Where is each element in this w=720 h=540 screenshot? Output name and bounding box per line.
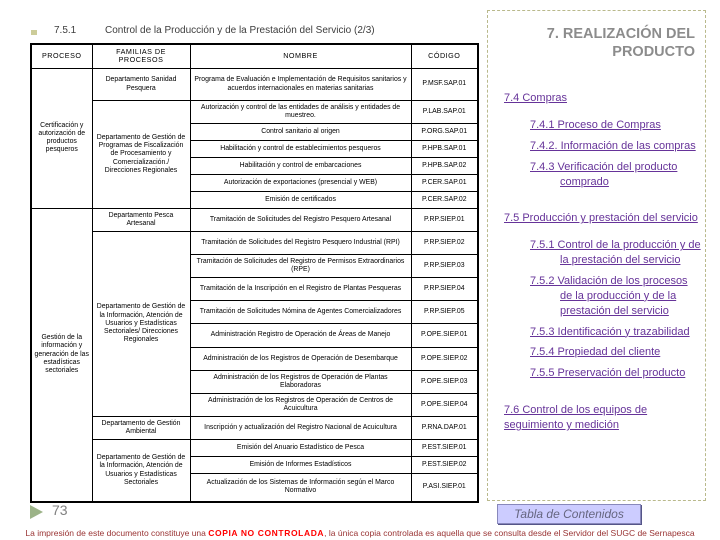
cell-codigo: P.RNA.DAP.01 (411, 417, 478, 440)
heading-bullet-icon (31, 30, 37, 35)
cell-codigo: P.RP.SIEP.02 (411, 231, 478, 254)
cell-codigo: P.ASI.SIEP.01 (411, 473, 478, 502)
cell-proceso-group: Certificación y autorización de productos pesqueros (31, 68, 92, 208)
toc-link-7-5-3[interactable]: 7.5.3 Identificación y trazabilidad (530, 325, 690, 338)
cell-familia-group: Departamento Sanidad Pesquera (92, 68, 190, 101)
toc-link-7-5[interactable]: 7.5 Producción y prestación del servicio (504, 212, 698, 225)
column-header-proceso: PROCESO (31, 44, 92, 68)
cell-nombre: Administración de los Registros de Operación de Plantas Elaboradoras (190, 370, 411, 393)
toc-link-7-4[interactable]: 7.4 Compras (504, 92, 567, 105)
table-header-row (31, 44, 478, 68)
cell-nombre: Programa de Evaluación e Implementación de Requisitos sanitarios y acuerdos internacionales en materias sanitarias (190, 68, 411, 101)
processes-table (30, 43, 479, 503)
section-title: 7. REALIZACIÓN DEL PRODUCTO (546, 26, 695, 61)
heading-number: 7.5.1 (54, 25, 77, 36)
cell-nombre: Tramitación de Solicitudes del Registro Pesquero Industrial (RPI) (190, 231, 411, 254)
cell-nombre: Control sanitario al origen (190, 124, 411, 141)
cell-familia-group: Departamento de Gestión Ambiental (92, 417, 190, 440)
column-header-familias: FAMILIAS DE PROCESOS (92, 44, 190, 68)
footer-text-suffix: , la única copia controlada es aquella que se consulta desde el Servidor del SUGC de Sernapesca (324, 528, 695, 538)
cell-codigo: P.CER.SAP.01 (411, 175, 478, 192)
cell-nombre: Actualización de los Sistemas de Información según el Marco Normativo (190, 473, 411, 502)
page-arrow-icon (30, 505, 43, 519)
cell-nombre: Emisión de certificados (190, 191, 411, 208)
cell-codigo: P.OPE.SIEP.03 (411, 370, 478, 393)
column-header-codigo: CÓDIGO (411, 44, 478, 68)
cell-codigo: P.CER.SAP.02 (411, 191, 478, 208)
toc-link-7-5-5[interactable]: 7.5.5 Preservación del producto (530, 367, 686, 380)
table-row (31, 101, 478, 124)
cell-familia-group: Departamento de Gestión de la Información, Atención de Usuarios y Estadísticas Sectoriales (92, 440, 190, 502)
footer-disclaimer (0, 528, 720, 538)
cell-familia-group: Departamento de Gestión de Programas de Fiscalización de Procesamiento y Comercialización./ Direcciones Regionales (92, 101, 190, 208)
toc-link-7-4-2[interactable]: 7.4.2. Información de las compras (530, 139, 696, 152)
table-row (31, 417, 478, 440)
cell-codigo: P.RP.SIEP.05 (411, 301, 478, 324)
cell-nombre: Inscripción y actualización del Registro Nacional de Acuicultura (190, 417, 411, 440)
cell-codigo: P.OPE.SIEP.02 (411, 347, 478, 370)
cell-familia-group: Departamento Pesca Artesanal (92, 208, 190, 231)
cell-codigo: P.EST.SIEP.01 (411, 440, 478, 457)
cell-nombre: Emisión de Informes Estadísticos (190, 457, 411, 474)
toc-link-7-5-4[interactable]: 7.5.4 Propiedad del cliente (530, 346, 661, 359)
cell-codigo: P.MSF.SAP.01 (411, 68, 478, 101)
cell-nombre: Administración de los Registros de Operación de Desembarque (190, 347, 411, 370)
cell-codigo: P.HPB.SAP.02 (411, 158, 478, 175)
table-row (31, 231, 478, 254)
cell-nombre: Tramitación de Solicitudes del Registro de Permisos Extraordinarios (RPE) (190, 255, 411, 278)
cell-nombre: Habilitación y control de embarcaciones (190, 158, 411, 175)
table-row (31, 440, 478, 457)
table-row (31, 208, 478, 231)
cell-codigo: P.EST.SIEP.02 (411, 457, 478, 474)
table-row (31, 68, 478, 101)
toc-button[interactable]: Tabla de Contenidos (497, 504, 641, 524)
toc-link-7-4-1[interactable]: 7.4.1 Proceso de Compras (530, 119, 661, 132)
cell-proceso-group: Gestión de la información y generación de las estadísticas sectoriales (31, 208, 92, 502)
cell-codigo: P.RP.SIEP.01 (411, 208, 478, 231)
cell-codigo: P.LAB.SAP.01 (411, 101, 478, 124)
footer-highlight: COPIA NO CONTROLADA (208, 528, 325, 538)
cell-nombre: Habilitación y control de establecimientos pesqueros (190, 141, 411, 158)
cell-nombre: Administración Registro de Operación de Áreas de Manejo (190, 324, 411, 347)
toc-link-7-4-3[interactable]: 7.4.3 Verificación del producto comprado (530, 160, 678, 188)
cell-codigo: P.ORG.SAP.01 (411, 124, 478, 141)
cell-nombre: Administración de los Registros de Operación de Centros de Acuicultura (190, 393, 411, 416)
cell-codigo: P.OPE.SIEP.01 (411, 324, 478, 347)
cell-nombre: Tramitación de la Inscripción en el Registro de Plantas Pesqueras (190, 278, 411, 301)
cell-codigo: P.RP.SIEP.04 (411, 278, 478, 301)
column-header-nombre: NOMBRE (190, 44, 411, 68)
toc-link-7-5-2[interactable]: 7.5.2 Validación de los procesos de la producción y de la prestación del servicio (530, 275, 688, 317)
toc-link-7-5-1[interactable]: 7.5.1 Control de la producción y de la prestación del servicio (530, 239, 701, 267)
cell-nombre: Tramitación de Solicitudes del Registro Pesquero Artesanal (190, 208, 411, 231)
cell-nombre: Autorización de exportaciones (presencial y WEB) (190, 175, 411, 192)
page-number: 73 (52, 502, 68, 518)
cell-codigo: P.OPE.SIEP.04 (411, 393, 478, 416)
cell-nombre: Autorización y control de las entidades de análisis y entidades de muestreo. (190, 101, 411, 124)
cell-nombre: Emisión del Anuario Estadístico de Pesca (190, 440, 411, 457)
footer-text-prefix: La impresión de este documento constituye una (25, 528, 209, 538)
heading-title: Control de la Producción y de la Prestación del Servicio (2/3) (105, 25, 375, 36)
cell-nombre: Tramitación de Solicitudes Nómina de Agentes Comercializadores (190, 301, 411, 324)
cell-codigo: P.HPB.SAP.01 (411, 141, 478, 158)
table-of-contents (504, 91, 701, 433)
cell-codigo: P.RP.SIEP.03 (411, 255, 478, 278)
toc-link-7-6[interactable]: 7.6 Control de los equipos de seguimiento y medición (504, 404, 648, 431)
cell-familia-group: Departamento de Gestión de la Información, Atención de Usuarios y Estadísticas Sectoriales/ Direcciones Regionales (92, 231, 190, 416)
sidebar (487, 10, 706, 501)
